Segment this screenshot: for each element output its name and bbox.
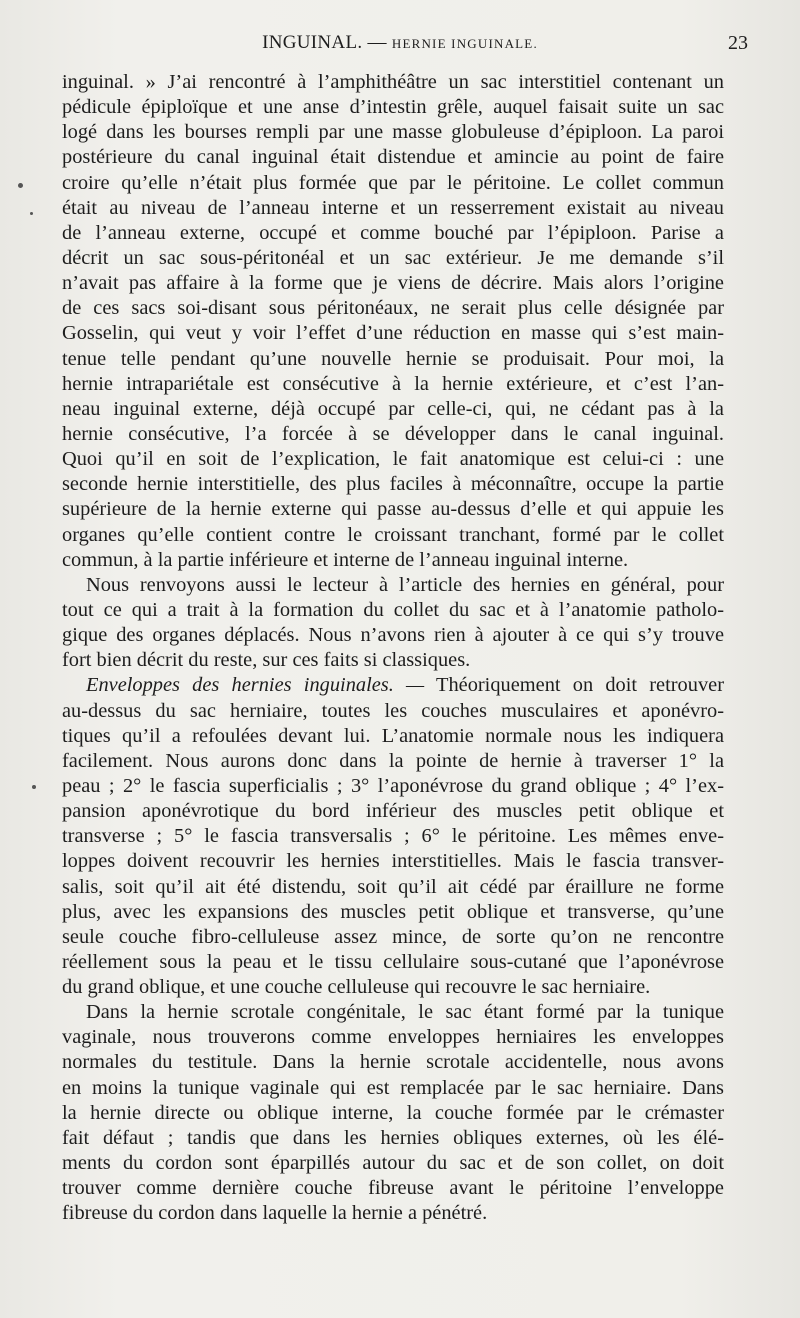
text-line: décrit un sac sous-péritonéal et un sac extérieur. Je me demande s’il [62, 246, 724, 269]
text-line: pansion aponévrotique du bord inférieur des muscles petit oblique et [62, 800, 724, 823]
text-line: vaginale, nous trouverons comme enveloppes herniaires les enveloppes [62, 1026, 724, 1049]
text-line: seconde hernie interstitielle, des plus faciles à méconnaître, occupe la partie [62, 473, 724, 496]
text-line: de l’anneau externe, occupé et comme bouché par l’épiploon. Parise a [62, 221, 724, 244]
text-line: était au niveau de l’anneau interne et un resserrement existait au niveau [62, 196, 724, 219]
text-line: tout ce qui a trait à la formation du collet du sac et à l’anatomie patholo- [62, 598, 724, 621]
text-line: inguinal. » J’ai rencontré à l’amphithéâtre un sac interstitiel contenant un [62, 71, 724, 93]
text-line: de ces sacs soi-disant sous péritonéaux, ne serait plus celle désignée par [62, 297, 724, 320]
text-line: neau inguinal externe, déjà occupé par celle-ci, qui, ne cédant pas à la [62, 397, 724, 420]
margin-mark [30, 212, 33, 215]
text-line: pédicule épiploïque et une anse d’intestin grêle, auquel faisait suite un sac [62, 96, 724, 119]
text-line: hernie intrapariétale est consécutive à la hernie extérieure, et c’est l’an- [62, 372, 724, 395]
page-number: 23 [728, 32, 748, 54]
text-line: seule couche fibro-celluleuse assez mince, de sorte qu’on ne rencontre [62, 925, 724, 948]
text-line: fait défaut ; tandis que dans les hernies obliques externes, où les élé- [62, 1126, 724, 1149]
running-title [62, 32, 738, 54]
text-line: fibreuse du cordon dans laquelle la hernie a pénétré. [62, 1202, 488, 1225]
text-line: Quoi qu’il en soit de l’explication, le fait anatomique est celui-ci : une [62, 448, 724, 471]
text-line: Dans la hernie scrotale congénitale, le sac étant formé par la tunique [86, 1001, 724, 1024]
text-line: gique des organes déplacés. Nous n’avons rien à ajouter à ce qui s’y trouve [62, 624, 724, 647]
running-title-dash: — [367, 32, 387, 53]
text-line: du grand oblique, et une couche celluleuse qui recouvre le sac herniaire. [62, 976, 651, 999]
text-line: au-dessus du sac herniaire, toutes les couches musculaires et aponévro- [62, 699, 724, 722]
text-line: organes qu’elle contient contre le croissant tranchant, formé par le collet [62, 523, 724, 546]
text-line: tenue telle pendant qu’une nouvelle hernie se produisait. Pour moi, la [62, 347, 724, 370]
section-heading: Enveloppes des hernies inguinales. — [86, 674, 425, 697]
running-head [62, 32, 748, 62]
text-line: salis, soit qu’il ait été distendu, soit qu’il ait cédé par éraillure ne forme [62, 875, 724, 898]
text-line: fort bien décrit du reste, sur ces faits si classiques. [62, 649, 471, 672]
text-line: Nous renvoyons aussi le lecteur à l’article des hernies en général, pour [86, 573, 724, 596]
margin-mark [32, 785, 36, 789]
running-title-main: INGUINAL. [262, 32, 363, 53]
text-line: hernie consécutive, l’a forcée à se développer dans le canal inguinal. [62, 422, 724, 445]
text-line: commun, à la partie inférieure et interne de l’anneau inguinal interne. [62, 548, 629, 571]
text-line: réellement sous la peau et le tissu cellulaire sous-cutané que l’aponévrose [62, 950, 724, 973]
text-line: croire qu’elle n’était plus formée que par le péritoine. Le collet commun [62, 171, 724, 194]
margin-mark [18, 183, 23, 188]
text-line: postérieure du canal inguinal était distendue et amincie au point de faire [62, 146, 724, 169]
text-line: ments du cordon sont éparpillés autour du sac et de son collet, on doit [62, 1152, 724, 1175]
body-text [62, 70, 724, 1226]
text-line: transverse ; 5° le fascia transversalis ; 6° le péritoine. Les mêmes enve- [62, 825, 724, 848]
text-line: tiques qu’il a refoulées devant lui. L’anatomie normale nous les indiquera [62, 724, 724, 747]
text-line: normales du testitule. Dans la hernie scrotale accidentelle, nous avons [62, 1051, 724, 1074]
text-fragment: Théoriquement on doit retrouver [436, 674, 724, 697]
text-line: supérieure de la hernie externe qui passe au-dessus d’elle et qui appuie les [62, 498, 724, 521]
text-line: la hernie directe ou oblique interne, la couche formée par le crémaster [62, 1101, 724, 1124]
text-line: plus, avec les expansions des muscles petit oblique et transverse, qu’une [62, 900, 724, 923]
text-line: logé dans les bourses rempli par une masse globuleuse d’épiploon. La paroi [62, 121, 724, 144]
text-line: peau ; 2° le fascia superficialis ; 3° l’aponévrose du grand oblique ; 4° l’ex- [62, 774, 724, 797]
text-line: Gosselin, qui veut y voir l’effet d’une réduction en masse qui s’est main- [62, 322, 724, 345]
text-line: en moins la tunique vaginale qui est remplacée par le sac herniaire. Dans [62, 1076, 724, 1099]
text-line: trouver comme dernière couche fibreuse avant le péritoine l’enveloppe [62, 1177, 724, 1200]
text-line: n’avait pas affaire à la forme que je viens de décrire. Mais alors l’origine [62, 272, 724, 295]
text-line: facilement. Nous aurons donc dans la pointe de hernie à traverser 1° la [62, 749, 724, 772]
running-title-sub: HERNIE INGUINALE. [391, 36, 538, 51]
text-line: loppes doivent recouvrir les hernies interstitielles. Mais le fascia transver- [62, 850, 724, 873]
section-heading-line [62, 673, 724, 698]
